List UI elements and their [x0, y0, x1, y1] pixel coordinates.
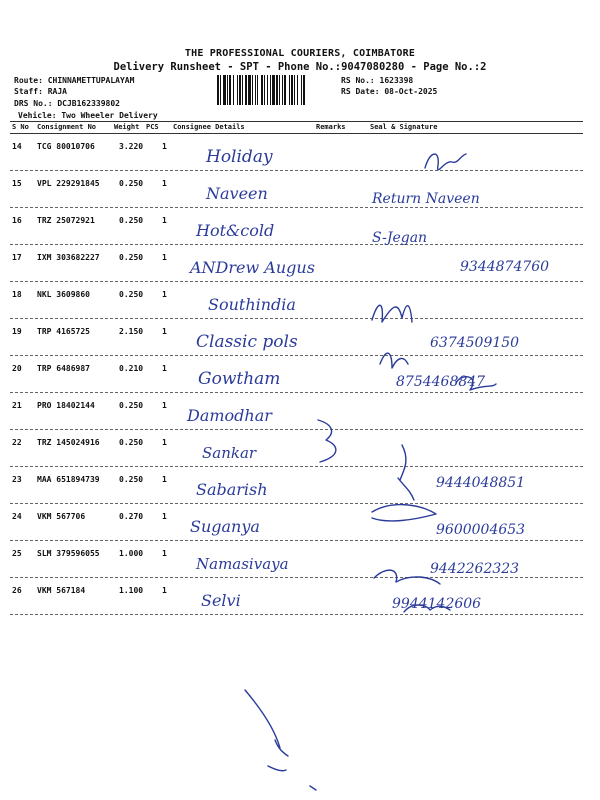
row-pcs: 1 — [162, 216, 167, 225]
barcode-bar — [220, 75, 221, 105]
barcode-bar — [229, 75, 231, 105]
barcode-bar — [227, 75, 228, 105]
row-sno: 18 — [12, 290, 22, 299]
table-top-rule — [10, 121, 583, 122]
table-row — [0, 208, 600, 245]
handwritten-consignee: Naveen — [206, 184, 268, 203]
table-row — [0, 467, 600, 504]
row-weight: 0.250 — [119, 253, 144, 262]
runsheet-subtitle: Delivery Runsheet - SPT - Phone No.:9047080280 - Page No.:2 — [113, 61, 487, 73]
barcode-bar — [239, 75, 241, 105]
barcode-bar — [245, 75, 247, 105]
stray-mark — [245, 690, 288, 756]
row-weight: 0.250 — [119, 475, 144, 484]
row-sno: 19 — [12, 327, 22, 336]
barcode-bar — [267, 75, 268, 105]
row-consignment-number: IXM 303682227 — [37, 253, 100, 262]
row-sno: 16 — [12, 216, 22, 225]
handwritten-consignee: Sankar — [202, 444, 257, 462]
col-header-seal-signature: Seal & Signature — [370, 123, 438, 131]
row-weight: 1.100 — [119, 586, 144, 595]
row-pcs: 1 — [162, 253, 167, 262]
barcode-bar — [276, 75, 278, 105]
row-sno: 22 — [12, 438, 22, 447]
handwritten-consignee: Hot&cold — [196, 221, 275, 240]
row-sno: 24 — [12, 512, 22, 521]
row-sno: 25 — [12, 549, 22, 558]
barcode-bar — [261, 75, 263, 105]
row-weight: 0.250 — [119, 179, 144, 188]
table-row — [0, 319, 600, 356]
row-consignment-number: MAA 651894739 — [37, 475, 100, 484]
row-consignment-number: VKM 567184 — [37, 586, 86, 595]
table-row — [0, 504, 600, 541]
row-pcs: 1 — [162, 586, 167, 595]
barcode-bar — [289, 75, 290, 105]
row-weight: 0.270 — [119, 512, 144, 521]
row-consignment-number: VPL 229291845 — [37, 179, 100, 188]
barcode-image — [217, 75, 335, 105]
handwritten-consignee: Holiday — [206, 147, 273, 167]
handwritten-consignee: Suganya — [190, 517, 260, 536]
handwritten-signature: 9444048851 — [436, 475, 526, 491]
stray-mark — [268, 766, 286, 771]
handwritten-signature: 6374509150 — [430, 335, 520, 351]
col-header-weight: Weight — [114, 123, 140, 131]
row-weight: 0.250 — [119, 401, 144, 410]
barcode-bar — [297, 75, 298, 105]
row-weight: 0.250 — [119, 216, 144, 225]
handwritten-consignee: Selvi — [201, 591, 241, 610]
handwritten-consignee: Sabarish — [196, 480, 268, 499]
barcode-bar — [257, 75, 258, 105]
barcode-bar — [301, 75, 302, 105]
row-weight: 0.250 — [119, 290, 144, 299]
handwritten-signature: Return Naveen — [372, 191, 480, 207]
handwritten-signature: 9944142606 — [392, 596, 482, 612]
row-pcs: 1 — [162, 142, 167, 151]
rs-number: RS No.: 1623398 — [341, 76, 414, 85]
rs-date: RS Date: 08-Oct-2025 — [341, 87, 438, 96]
handwritten-signature: 8754468847 — [396, 374, 486, 390]
row-pcs: 1 — [162, 512, 167, 521]
row-sno: 17 — [12, 253, 22, 262]
row-pcs: 1 — [162, 179, 167, 188]
row-sno: 15 — [12, 179, 22, 188]
company-title: THE PROFESSIONAL COURIERS, COIMBATORE — [184, 48, 416, 59]
vehicle-label: Vehicle: Two Wheeler Delivery — [18, 111, 158, 120]
barcode-bar — [303, 75, 305, 105]
barcode-bar — [284, 75, 286, 105]
row-weight: 2.150 — [119, 327, 144, 336]
row-weight: 0.210 — [119, 364, 144, 373]
row-consignment-number: TRZ 25072921 — [37, 216, 95, 225]
barcode-bar — [291, 75, 293, 105]
handwritten-consignee: Classic pols — [196, 332, 298, 352]
row-weight: 0.250 — [119, 438, 144, 447]
col-header-consignment: Consignment No — [37, 123, 97, 131]
row-consignment-number: VKM 567706 — [37, 512, 86, 521]
table-row — [0, 578, 600, 615]
table-row — [0, 282, 600, 319]
table-row — [0, 393, 600, 430]
barcode-bar — [255, 75, 256, 105]
stray-mark — [310, 786, 316, 790]
col-header-pcs: PCS — [146, 123, 159, 131]
handwritten-consignee: Gowtham — [198, 369, 281, 389]
handwritten-consignee: ANDrew Augus — [190, 258, 315, 277]
handwritten-signature: 9600004653 — [436, 522, 526, 538]
row-consignment-number: PRO 18402144 — [37, 401, 95, 410]
barcode-bar — [264, 75, 265, 105]
table-row — [0, 430, 600, 467]
row-pcs: 1 — [162, 364, 167, 373]
row-weight: 1.000 — [119, 549, 144, 558]
handwritten-signature: 9344874760 — [460, 259, 550, 275]
handwritten-consignee: Namasivaya — [196, 555, 289, 573]
barcode-bar — [242, 75, 243, 105]
row-consignment-number: NKL 3609860 — [37, 290, 90, 299]
row-consignment-number: TRP 4165725 — [37, 327, 90, 336]
barcode-bar — [252, 75, 253, 105]
table-row — [0, 356, 600, 393]
row-pcs: 1 — [162, 401, 167, 410]
barcode-bar — [217, 75, 219, 105]
col-header-consignee: Consignee Details — [173, 123, 245, 131]
row-divider — [10, 614, 583, 615]
handwritten-signature: 9442262323 — [430, 561, 520, 577]
row-pcs: 1 — [162, 549, 167, 558]
row-consignment-number: TCG 80010706 — [37, 142, 95, 151]
barcode-bar — [272, 75, 275, 105]
barcode-bar — [233, 75, 234, 105]
row-sno: 23 — [12, 475, 22, 484]
col-header-remarks: Remarks — [316, 123, 346, 131]
barcode-bar — [294, 75, 295, 105]
table-row — [0, 541, 600, 578]
table-row — [0, 171, 600, 208]
row-consignment-number: TRP 6486987 — [37, 364, 90, 373]
col-header-sno: S No — [12, 123, 29, 131]
handwritten-consignee: Southindia — [208, 295, 296, 314]
row-pcs: 1 — [162, 438, 167, 447]
row-pcs: 1 — [162, 475, 167, 484]
row-sno: 21 — [12, 401, 22, 410]
barcode-bar — [223, 75, 226, 105]
drs-label: DRS No.: DCJB162339802 — [14, 99, 120, 108]
barcode-bar — [279, 75, 280, 105]
handwritten-signature: S-Jegan — [372, 230, 428, 246]
row-consignment-number: SLM 379596055 — [37, 549, 100, 558]
row-sno: 14 — [12, 142, 22, 151]
table-row — [0, 134, 600, 171]
barcode-bar — [237, 75, 238, 105]
row-pcs: 1 — [162, 327, 167, 336]
barcode-bar — [248, 75, 251, 105]
row-consignment-number: TRZ 145024916 — [37, 438, 100, 447]
route-label: Route: CHINNAMETTUPALAYAM — [14, 76, 135, 85]
row-sno: 20 — [12, 364, 22, 373]
row-pcs: 1 — [162, 290, 167, 299]
row-weight: 3.220 — [119, 142, 144, 151]
barcode-bar — [270, 75, 271, 105]
handwritten-consignee: Damodhar — [187, 406, 272, 425]
staff-label: Staff: RAJA — [14, 87, 67, 96]
barcode-bar — [282, 75, 283, 105]
row-sno: 26 — [12, 586, 22, 595]
table-row — [0, 245, 600, 282]
